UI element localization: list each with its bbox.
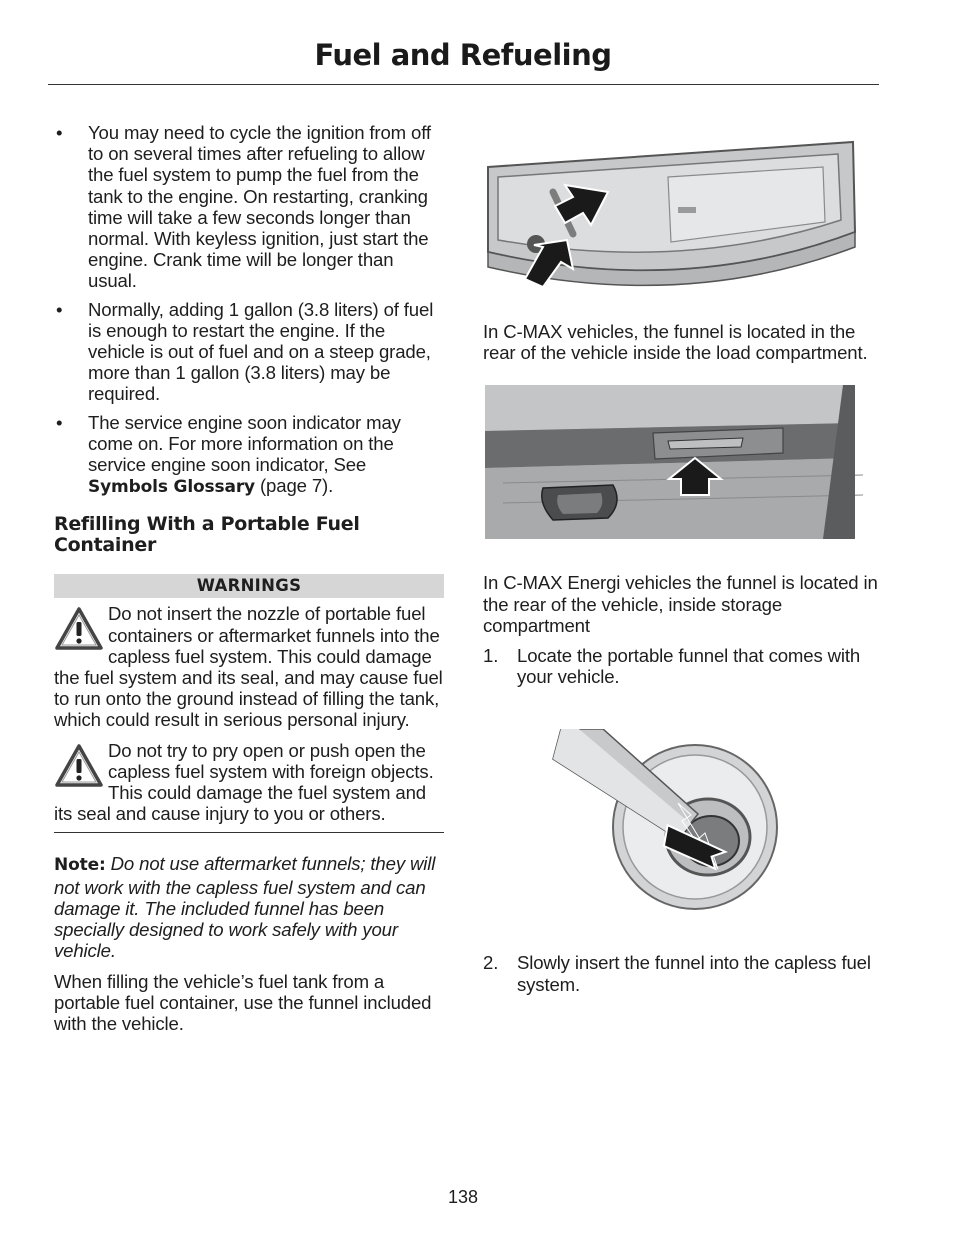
left-column xyxy=(54,122,444,1034)
step-text: Locate the portable funnel that comes with your vehicle. xyxy=(517,645,861,688)
warning-triangle-icon xyxy=(54,605,104,653)
steps-list-2 xyxy=(483,952,878,994)
funnel-insertion-image xyxy=(483,729,863,919)
bullet-text: The service engine soon indicator may come on. For more information on the service engine soon indicator, See xyxy=(88,411,401,476)
bullet-item xyxy=(54,122,444,292)
steps-list-1 xyxy=(483,645,878,687)
title-divider xyxy=(48,84,879,85)
cmax-energi-storage-image xyxy=(483,383,863,541)
bullet-marker: • xyxy=(56,298,63,320)
note-text: Do not use aftermarket funnels; they will not work with the capless fuel system and can damage it. The included funnel has been specially designed to work safely with your vehicle. xyxy=(54,853,436,962)
section-heading: Refilling With a Portable Fuel Container xyxy=(54,513,360,557)
step-item xyxy=(483,645,878,687)
figure-caption: In C-MAX vehicles, the funnel is located in the rear of the vehicle inside the load compartment. xyxy=(483,321,868,364)
bullet-item xyxy=(54,299,444,405)
warning-triangle-icon xyxy=(54,742,104,790)
page-title: Fuel and Refueling xyxy=(314,38,612,72)
bullet-list xyxy=(54,122,444,498)
step-number: 2. xyxy=(483,952,499,974)
bullet-marker: • xyxy=(56,122,63,143)
note xyxy=(54,853,444,961)
symbols-glossary-link[interactable]: Symbols Glossary xyxy=(88,477,255,498)
warning-item xyxy=(54,740,444,825)
warning-item xyxy=(54,603,444,730)
right-column xyxy=(483,122,878,995)
warning-text: Do not insert the nozzle of portable fuel containers or aftermarket funnels into the capless fuel system. This could damage the fuel system and its seal, and may cause fuel to run onto the ground instead of filling the tank, which could result in serious personal injury. xyxy=(54,603,443,731)
step-number: 1. xyxy=(483,645,499,667)
bullet-item xyxy=(54,412,444,499)
figure-caption: In C-MAX Energi vehicles the funnel is located in the rear of the vehicle, inside storage compartment xyxy=(483,572,878,636)
cmax-load-compartment-image xyxy=(483,122,863,297)
bullet-marker: • xyxy=(56,411,63,433)
note-label: Note: xyxy=(54,855,106,876)
bullet-text-suffix: (page 7). xyxy=(255,475,334,497)
bullet-text: You may need to cycle the ignition from off to on several times after refueling to allow the fuel system to pump the fuel from the tank to the engine. On restarting, cranking time will take a few seconds longer than normal. With keyless ignition, just start the engine. Crank time will be longer than usual. xyxy=(88,122,431,292)
page-number: 138 xyxy=(447,1187,479,1207)
paragraph: When filling the vehicle’s fuel tank from a portable fuel container, use the funnel included with the vehicle. xyxy=(54,970,432,1034)
warning-text: Do not try to pry open or push open the capless fuel system with foreign objects. This could damage the fuel system and its seal and cause injury to you or others. xyxy=(54,739,434,825)
bullet-text: Normally, adding 1 gallon (3.8 liters) of fuel is enough to restart the engine. If the vehicle is out of fuel and on a steep grade, more than 1 gallon (3.8 liters) may be required. xyxy=(88,298,434,405)
warnings-header: WARNINGS xyxy=(54,574,444,598)
warnings-divider xyxy=(54,832,444,833)
step-item xyxy=(483,952,878,994)
step-text: Slowly insert the funnel into the capless fuel system. xyxy=(517,952,871,995)
